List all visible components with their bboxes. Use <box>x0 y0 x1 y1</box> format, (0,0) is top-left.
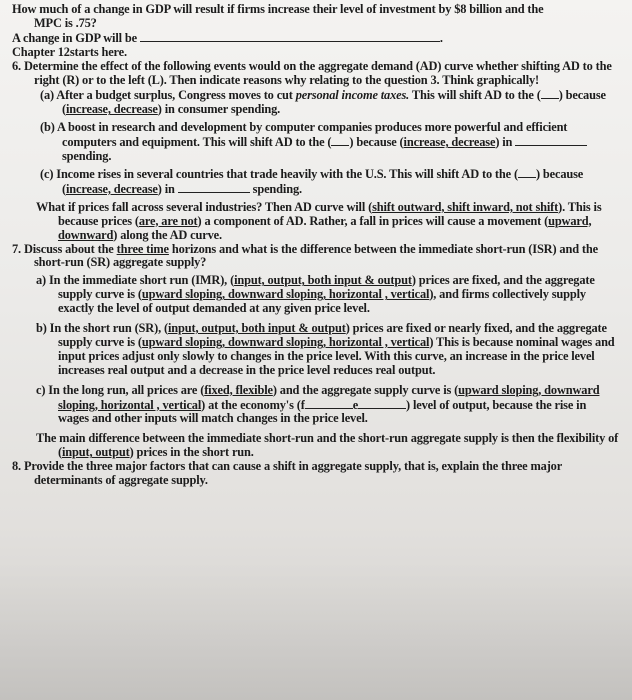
question-7c-label: c) <box>36 382 46 397</box>
question-7c-f: f <box>300 397 305 412</box>
question-7b-text1: In the short run <box>49 321 132 336</box>
question-6a-label: (a) <box>40 88 54 103</box>
question-6-prices-choices1: shift outward, shift inward, not shift <box>372 199 559 214</box>
question-6a-because: ) because ( <box>62 88 606 117</box>
question-6-prices-text3: ) a component of AD. Rather, a fall in prices will cause a movement ( <box>197 213 549 228</box>
question-7a-label: a) <box>36 273 47 288</box>
question-7a <box>12 274 620 316</box>
question-6b-direction-blank[interactable] <box>331 136 349 146</box>
question-6b <box>12 121 620 164</box>
question-7c <box>12 384 620 427</box>
question-7-number: 7. <box>12 241 21 256</box>
question-6b-choices: increase, decrease <box>403 135 496 150</box>
question-6c-text1: Income rises in several countries that trade heavily with the U.S. This will shift AD to the ( <box>56 166 518 181</box>
question-6b-in: ) in <box>495 135 513 150</box>
question-6b-label: (b) <box>40 120 55 135</box>
question-6b-spending-blank[interactable] <box>515 135 587 146</box>
question-7a-choices2: upward sloping, downward sloping, horizontal , vertical <box>141 287 430 302</box>
question-7c-text1: In the long run, <box>48 382 129 397</box>
question-7 <box>12 243 620 271</box>
question-7b-label: b) <box>36 321 47 336</box>
question-6c-in: ) in <box>157 181 175 196</box>
question-8-text: Provide the three major factors that can cause a shift in aggregate supply, that is, explain the three major determinants of aggregate supply. <box>23 459 562 488</box>
question-7-main-diff-text1: The main difference between the immediate short-run and the short-run aggregate supply is then the flexibility of ( <box>36 431 619 460</box>
question-7b-choices1: input, output, both input & output <box>167 321 346 336</box>
question-6-text: Determine the effect of the following events would on the aggregate demand (AD) curve whether shifting AD to the right (R) or to the left (L). Then indicate reasons why relating to the question 3. Think graphically! <box>23 58 612 87</box>
gdp-answer-line: A change in GDP will be . <box>12 30 443 45</box>
question-7c-text2: all prices are ( <box>131 382 205 397</box>
question-7c-f-blank[interactable] <box>305 398 353 409</box>
question-6a-text1: After a budget surplus, Congress moves to <box>56 88 274 103</box>
question-6b-end: spending. <box>62 149 112 164</box>
question-6a-direction-blank[interactable] <box>541 89 559 99</box>
question-7-text2: horizons and what is the difference between the immediate short-run (ISR) and the short-run (SR) aggregate supply? <box>34 241 598 270</box>
question-6a-cut: cut <box>276 88 293 103</box>
question-gdp <box>12 3 620 31</box>
question-6a-end: ) in consumer spending. <box>157 102 281 117</box>
question-7c-choices1: fixed, flexible <box>204 382 273 397</box>
question-6c-close: ) <box>535 166 540 181</box>
question-gdp-line2: MPC is .75? <box>34 15 97 30</box>
question-7b-text2: (SR), ( <box>134 321 168 336</box>
question-6a-text2: This will shift AD to the <box>411 88 534 103</box>
question-7c-text3: ) and the aggregate supply curve is ( <box>272 382 459 397</box>
question-6b-because: ) because ( <box>349 135 404 150</box>
question-6c-because: because ( <box>62 166 584 196</box>
question-6c-spending-blank[interactable] <box>178 182 250 193</box>
question-6b-text1: A boost in research and development by computer companies produces more powerful and efficient computers and equipment. This will shift AD to the ( <box>56 120 568 150</box>
question-6-prices-choices3: upward, downward <box>58 213 592 242</box>
question-7b-text3: ) prices are fixed or nearly fixed, and the aggregate supply curve is ( <box>58 321 607 349</box>
question-7c-text5: ) level of output, because the rise in wages and other inputs will match changes in the price level. <box>58 397 587 426</box>
question-7-main-difference <box>12 432 620 460</box>
question-7a-choices1: input, output, both input & output <box>234 273 412 288</box>
question-7c-choices2: upward sloping, downward sloping, horizontal , vertical <box>58 382 600 412</box>
question-7b-choices2: upward sloping, downward sloping, horizontal , vertical <box>141 334 430 349</box>
question-6-number: 6. <box>12 58 21 73</box>
question-6-prices <box>12 201 620 243</box>
question-7b-text4: ) This is because nominal wages and input prices adjust only slowly to changes in the price level. With this curve, an increase in the price level increases real output and a decrease in the price level reduces real output. <box>58 334 615 377</box>
question-7a-text1: In the immediate short run <box>48 273 189 288</box>
question-7b <box>12 322 620 378</box>
question-gdp-line1: How much of a change in GDP will result if firms increase their level of investment by $8 billion and the <box>12 2 544 16</box>
question-7-three-time: three time <box>116 241 169 256</box>
question-7-text1: Discuss about the <box>23 241 114 256</box>
question-7-main-diff-choices: input, output <box>61 445 130 460</box>
question-7-main-diff-text2: ) prices in the short run. <box>129 445 254 460</box>
question-6-prices-text2: ). This is because prices ( <box>58 199 602 228</box>
question-6c-choices: increase, decrease <box>65 181 158 196</box>
question-6a: (a) After a budget surplus, Congress moves to cut personal income taxes. This will shift AD to the ( ) because (increase, decrease) in consumer spending. <box>40 88 606 117</box>
question-6 <box>12 60 620 88</box>
question-6a-choices: increase, decrease <box>65 102 158 117</box>
question-6-prices-text1: What if prices fall across several industries? Then AD curve will ( <box>36 199 373 214</box>
question-7a-text2: (IMR), ( <box>191 273 235 288</box>
question-8 <box>12 460 620 488</box>
question-6c <box>12 168 620 197</box>
question-6-prices-text4: ) along the AD curve. <box>113 227 222 242</box>
question-6-prices-choices2: are, are not <box>138 213 198 228</box>
chapter-note: Chapter 12starts here. <box>12 44 127 59</box>
question-7a-text3: ) prices are fixed, and the aggregate supply curve is ( <box>58 273 595 302</box>
question-8-number: 8. <box>12 459 21 474</box>
question-6c-end: spending. <box>252 181 302 196</box>
gdp-answer-prefix: A change in GDP will be <box>12 30 137 45</box>
question-6a-personal: personal income taxes. <box>295 88 410 103</box>
page-shadow <box>0 560 632 700</box>
question-7c-text4: ) at the economy's ( <box>201 397 301 412</box>
question-7a-text4: ), and firms collectively supply exactly the level of output demanded at any given price level. <box>58 287 586 316</box>
gdp-answer-blank[interactable] <box>140 31 440 42</box>
question-6c-direction-blank[interactable] <box>518 168 536 178</box>
question-6c-label: (c) <box>40 166 54 181</box>
question-7c-e: e <box>352 397 359 412</box>
question-7c-e-blank[interactable] <box>358 398 406 409</box>
